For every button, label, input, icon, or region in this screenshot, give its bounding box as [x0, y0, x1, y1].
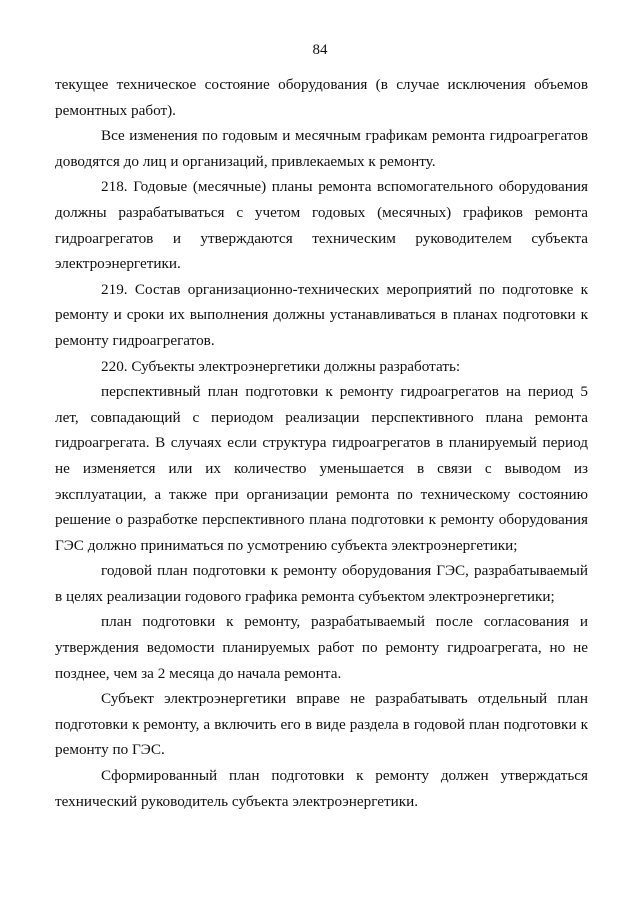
page-number: 84 [312, 42, 328, 58]
paragraph-218: 218. Годовые (месячные) планы ремонта вспомогательного оборудования должны разрабатываться с учетом годовых (месячных) графиков ремонта гидроагрегатов и утверждаются техническим руководителем субъекта электроэнергетики. [55, 178, 588, 273]
paragraph-220: 220. Субъекты электроэнергетики должны разработать: [101, 357, 461, 375]
list-item-annual-plan: годовой план подготовки к ремонту оборудования ГЭС, разрабатываемый в целях реализации годового графика ремонта субъектом электроэнергетики; [55, 562, 588, 605]
paragraph: Все изменения по годовым и месячным графикам ремонта гидроагрегатов доводятся до лиц и организаций, привлекаемых к ремонту. [55, 127, 588, 170]
paragraph-219: 219. Состав организационно-технических мероприятий по подготовке к ремонту и сроки их выполнения должны устанавливаться в планах подготовки к ремонту гидроагрегатов. [55, 280, 588, 349]
list-item-perspective-plan: перспективный план подготовки к ремонту гидроагрегатов на период 5 лет, совпадающий с периодом реализации перспективного плана ремонта гидроагрегата. В случаях если структура гидроагрегатов в планируемый период не изменяется или их количество уменьшается в связи с выводом из эксплуатации, а также при организации ремонта по техническому состоянию решение о разработке перспективного плана подготовки к ремонту оборудования ГЭС должно приниматься по усмотрению субъекта электроэнергетики; [55, 383, 588, 554]
paragraph: Сформированный план подготовки к ремонту должен утверждаться технический руководитель субъекта электроэнергетики. [55, 767, 588, 810]
document-body [55, 72, 588, 814]
paragraph-continuation: текущее техническое состояние оборудования (в случае исключения объемов ремонтных работ). [55, 76, 588, 119]
list-item-repair-plan: план подготовки к ремонту, разрабатываемый после согласования и утверждения ведомости планируемых работ по ремонту гидроагрегата, но не позднее, чем за 2 месяца до начала ремонта. [55, 613, 588, 682]
paragraph: Субъект электроэнергетики вправе не разрабатывать отдельный план подготовки к ремонту, а включить его в виде раздела в годовой план подготовки к ремонту по ГЭС. [55, 690, 588, 759]
